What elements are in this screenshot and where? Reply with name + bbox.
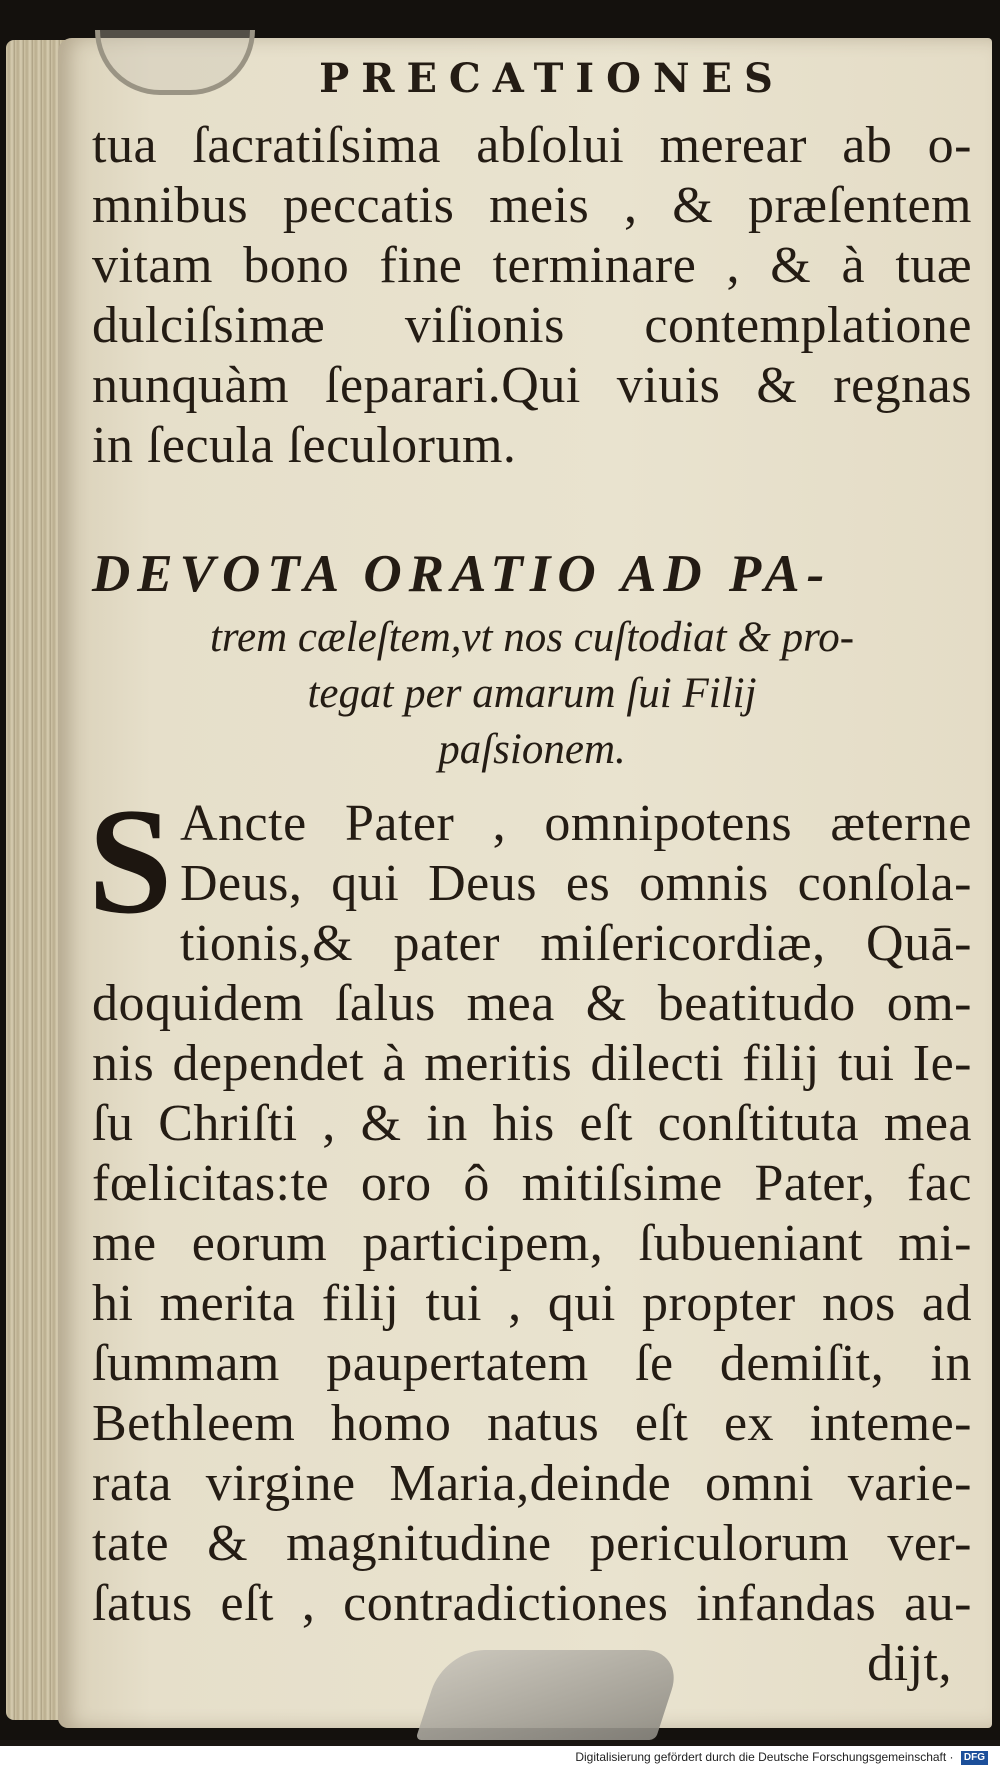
section-subheading-line: tegat per amarum ſui Filij	[307, 670, 757, 717]
text-line: Deus, qui Deus es omnis conſola-	[180, 855, 972, 912]
section-subheading-line: paſsionem.	[438, 726, 626, 773]
dfg-logo-icon: DFG	[961, 1751, 988, 1765]
text-line: ſummam paupertatem ſe demiſit, in	[92, 1335, 972, 1392]
page-clip-bottom	[415, 1650, 684, 1740]
text-line: rata virgine Maria,deinde omni varie-	[92, 1455, 972, 1512]
text-line: dulciſsimæ viſionis contemplatione	[92, 297, 972, 354]
section-heading: DEVOTA ORATIO AD PA-	[92, 545, 832, 603]
section-subheading-line: trem cæleſtem,vt nos cuſtodiat & pro-	[209, 614, 855, 661]
drop-cap: S	[88, 777, 173, 945]
text-line: ſu Chriſti , & in his eſt conſtituta mea	[92, 1095, 972, 1152]
text-line: in ſecula ſeculorum.	[92, 417, 517, 474]
text-line: tionis,& pater miſericordiæ, Quā-	[180, 915, 972, 972]
preceding-text-block	[92, 116, 972, 476]
text-line: nunquàm ſeparari.Qui viuis & regnas	[92, 357, 972, 414]
text-line: nis dependet à meritis dilecti filij tui Ie-	[92, 1035, 972, 1092]
footer-credit: Digitalisierung gefördert durch die Deutsche Forschungsgemeinschaft ·	[575, 1750, 954, 1764]
text-line: fœlicitas:te oro ô mitiſsime Pater, fac	[92, 1155, 972, 1212]
text-line: Bethleem homo natus eſt ex inteme-	[92, 1395, 972, 1452]
text-line: tate & magnitudine periculorum ver-	[92, 1515, 972, 1572]
text-line: doquidem ſalus mea & beatitudo om-	[92, 975, 972, 1032]
text-line: Ancte Pater , omnipotens æterne	[180, 795, 972, 852]
digitization-footer	[0, 1746, 1000, 1770]
text-line: hi merita filij tui , qui propter nos ad	[92, 1275, 972, 1332]
catchword: dijt,	[867, 1635, 952, 1692]
prayer-paragraph	[88, 777, 972, 1694]
running-head: PRECATIONES	[319, 55, 785, 102]
text-line: tua ſacratiſsima abſolui merear ab o-	[92, 117, 972, 174]
text-line: ſatus eſt , contradictiones infandas au-	[92, 1575, 972, 1632]
text-line: mnibus peccatis meis , & præſentem	[92, 177, 972, 234]
page-text	[88, 55, 972, 1694]
text-line: vitam bono fine terminare , & à tuæ	[92, 237, 972, 294]
text-line: me eorum participem, ſubueniant mi-	[92, 1215, 972, 1272]
